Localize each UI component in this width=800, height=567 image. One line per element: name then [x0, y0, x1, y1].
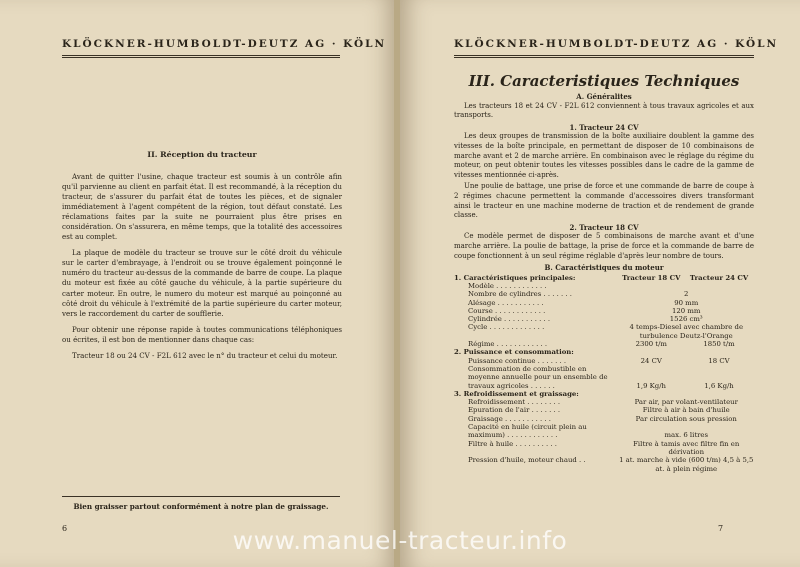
row-label: Alésage . . . . . . . . . . .: [468, 298, 544, 307]
paragraph: Ce modèle permet de disposer de 5 combinaisons de marche avant et d'une marche arrière. La poulie de battage, la prise de force et la commande de barre de coupe fonctionnent à un seul régime réglable d'après leur nombre de tours.: [454, 232, 754, 260]
watermark: www.manuel-tracteur.info: [232, 526, 568, 555]
row-value: 4 temps-Diesel avec chambre de turbulence Deutz-l'Orange: [629, 323, 744, 340]
table-row: [454, 307, 754, 315]
row-value: 18 CV: [708, 356, 730, 365]
row-label: Capacité en huile (circuit plein au maximum) . . . . . . . . . . . .: [468, 423, 587, 440]
section-title: II. Réception du tracteur: [147, 150, 257, 159]
table-row: [454, 274, 754, 282]
page-header: KLÖCKNER-HUMBOLDT-DEUTZ AG · KÖLN: [62, 38, 387, 50]
table-row: [454, 282, 754, 290]
header-rule: [454, 57, 754, 58]
row-label: Modèle . . . . . . . . . . . .: [468, 281, 547, 290]
table-row: [454, 290, 754, 298]
paragraph: La plaque de modèle du tracteur se trouve sur le côté droit du véhicule sur le carter d'embrayage, à l'endroit ou se trouve également poinçonné le numéro du tracteur au-dessus de la commande de barre de coupe. La plaque du moteur est fixée au côté gauche du véhicule, à la partie supérieure du carter moteur. En outre, le numero du moteur est marqué au poinçonné au côté droit du véhicule à l'extrémité de la partie supérieure du carter moteur, vers le raccordement du carter de soufflerie.: [62, 248, 342, 318]
header-rule: [62, 57, 340, 58]
row-label: Cycle . . . . . . . . . . . . .: [468, 323, 545, 332]
subsection-heading: 2. Tracteur 18 CV: [569, 222, 639, 232]
row-label: Consommation de combustible en moyenne annuelle pour un ensemble de travaux agricoles . . . . . .: [468, 364, 608, 390]
table-row: [454, 415, 754, 423]
chapter-title: III. Caracteristiques Techniques: [468, 72, 740, 90]
row-value: Par circulation sous pression: [635, 414, 737, 423]
table-row: [454, 365, 754, 390]
table-row: [454, 348, 754, 356]
page-header: KLÖCKNER-HUMBOLDT-DEUTZ AG · KÖLN: [454, 38, 779, 50]
row-value: max. 6 litres: [664, 431, 709, 440]
right-body: [454, 92, 754, 473]
group-heading: 1. Caractéristiques principales:: [454, 273, 576, 282]
row-label: Régime . . . . . . . . . . . .: [468, 340, 548, 349]
row-value: Par air, par volant-ventilateur: [634, 398, 738, 407]
paragraph: Tracteur 18 ou 24 CV - F2L 612 avec le n° du tracteur et celui du moteur.: [72, 350, 338, 360]
row-value: Filtre à air à bain d'huile: [642, 406, 730, 415]
row-value: 1 at. marche à vide (600 t/m) 4,5 à 5,5 at. à plein régime: [619, 456, 754, 473]
subsection-heading: 1. Tracteur 24 CV: [569, 122, 639, 132]
subsection-heading: A. Généralites: [576, 92, 632, 101]
row-label: Cylindrée . . . . . . . . . . .: [468, 315, 551, 324]
column-header: Tracteur 24 CV: [689, 273, 749, 282]
row-value: 2: [684, 290, 689, 299]
page-number: 7: [718, 524, 724, 533]
paragraph: Les deux groupes de transmission de la boîte auxiliaire doublent la gamme des vitesses de la boîte principale, en permettant de disposer de 10 combinaisons de marche avant et 2 de marche arrière. En combinaison avec le réglage du régime du moteur, on peut obtenir toutes les vitesses possibles dans le cadre de la gamme de vitesses mentionnée ci-après.: [454, 132, 754, 179]
paragraph: Avant de quitter l'usine, chaque tracteur est soumis à un contrôle afin qu'il parvienne au client en parfait état. Il est recommandé, à la réception du tracteur, de s'assurer du parfait état de toutes les pièces, et de signaler immédiatement à l'agent compétent de la région, tout défaut constaté. Les réclamations faites par la suite ne pourraient plus être prises en considération. On s'assurera, en même temps, que la totalité des accessoires est au complet.: [62, 172, 342, 242]
table-row: [454, 406, 754, 414]
row-value: 1850 t/m: [703, 340, 735, 349]
header-rule: [62, 55, 340, 56]
left-body: [62, 172, 342, 367]
table-row: [454, 299, 754, 307]
row-label: Course . . . . . . . . . . . .: [468, 306, 546, 315]
row-value: 1526 cm³: [669, 315, 703, 324]
right-page: [400, 0, 800, 567]
table-row: [454, 340, 754, 348]
footer-note: Bien graisser partout conformément à notre plan de graissage.: [62, 496, 340, 511]
table-row: [454, 390, 754, 398]
table-row: [454, 423, 754, 440]
paragraph: Une poulie de battage, une prise de force et une commande de barre de coupe à 2 régimes chacune permettent la commande d'accessoires divers transformant ainsi le tracteur en une machine moderne de traction et de rendement de grande classe.: [454, 182, 754, 220]
row-value: 1,9 Kg/h: [636, 381, 666, 390]
paragraph: Pour obtenir une réponse rapide à toutes communications téléphoniques ou écrites, il est bon de mentionner dans chaque cas:: [62, 324, 342, 344]
row-value: Filtre à tamis avec filtre fin en dérivation: [633, 439, 740, 456]
row-label: Pression d'huile, moteur chaud . .: [468, 456, 586, 465]
paragraph: Les tracteurs 18 et 24 CV - F2L 612 conviennent à tous travaux agricoles et aux transports.: [454, 101, 754, 120]
row-value: 2300 t/m: [635, 340, 667, 349]
row-label: Epuration de l'air . . . . . . .: [468, 406, 561, 415]
row-value: 24 CV: [640, 356, 662, 365]
row-label: Filtre à huile . . . . . . . . . .: [468, 439, 557, 448]
row-label: Nombre de cylindres . . . . . . .: [468, 290, 572, 299]
row-label: Puissance continue . . . . . . .: [468, 356, 567, 365]
table-row: [454, 315, 754, 323]
row-value: 1,6 Kg/h: [704, 381, 734, 390]
spec-table: [454, 274, 754, 473]
row-value: 120 mm: [672, 306, 701, 315]
row-label: Refroidissement . . . . . . . .: [468, 398, 561, 407]
table-row: [454, 357, 754, 365]
left-page: [0, 0, 396, 567]
table-row: [454, 440, 754, 457]
table-row: [454, 456, 754, 473]
row-label: Graissage . . . . . . . . . . .: [468, 414, 551, 423]
group-heading: 3. Refroidissement et graissage:: [454, 389, 579, 398]
group-heading: 2. Puissance et consommation:: [454, 348, 574, 357]
row-value: 90 mm: [674, 298, 699, 307]
page-number: 6: [62, 524, 68, 533]
subsection-heading: B. Caractéristiques du moteur: [544, 263, 664, 273]
column-header: Tracteur 18 CV: [622, 273, 681, 282]
table-row: [454, 323, 754, 340]
header-rule: [454, 55, 754, 56]
